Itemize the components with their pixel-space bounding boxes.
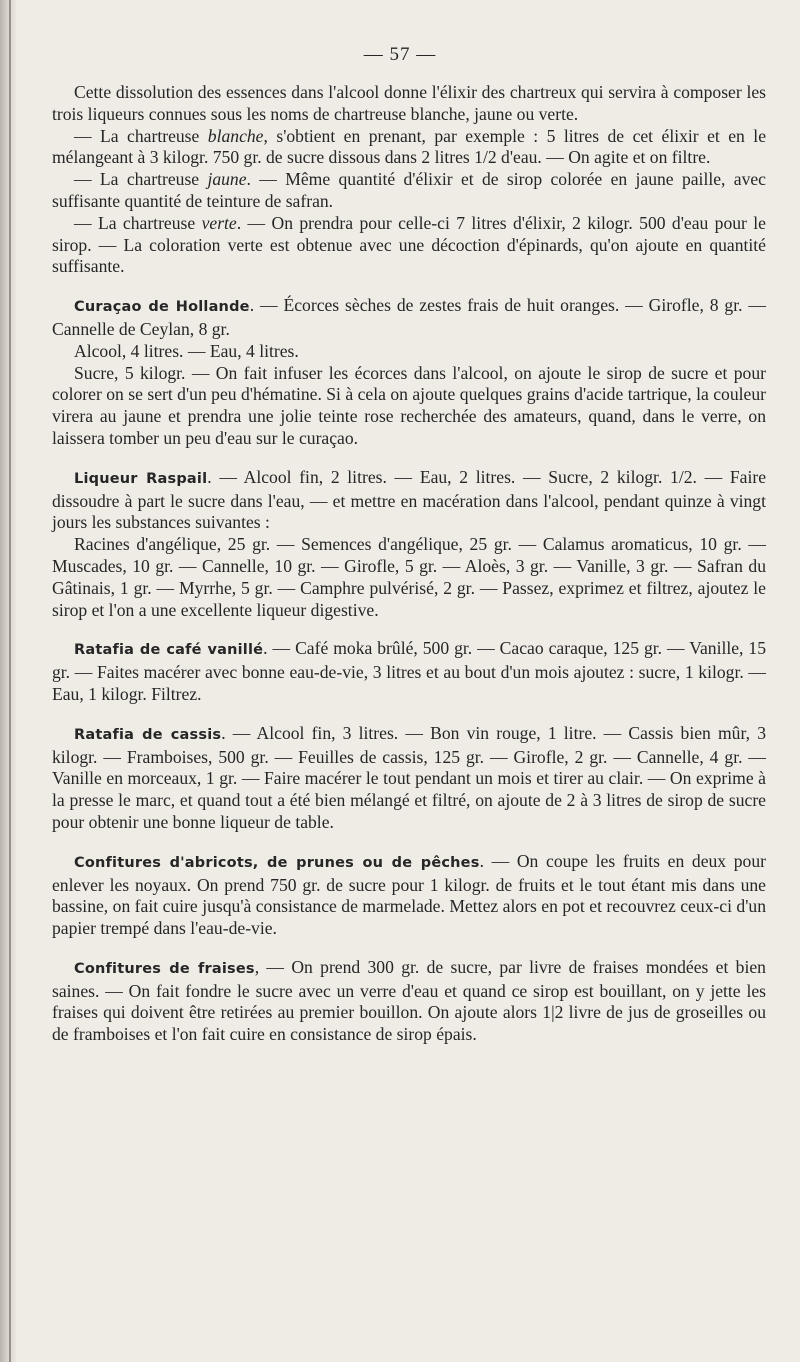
ratafia-cafe-title: Ratafia de café vanillé bbox=[74, 642, 264, 659]
section-gap bbox=[52, 278, 766, 295]
ratafia-cassis-recipe bbox=[52, 723, 766, 834]
confitures-abricots-title: Confitures d'abricots, de prunes ou de pêches bbox=[74, 854, 480, 871]
section-gap bbox=[52, 706, 766, 723]
chartreuse-verte bbox=[52, 213, 766, 278]
chartreuse-verte-post: . — On prendra pour celle-ci 7 litres d'élixir, 2 kilogr. 500 d'eau pour le sirop. — La coloration verte est obtenue avec une décoction d'épinards, qu'on ajoute en quantité suffisante. bbox=[52, 212, 766, 277]
ratafia-cassis-title: Ratafia de cassis bbox=[74, 726, 222, 743]
curacao-line2: Alcool, 4 litres. — Eau, 4 litres. bbox=[74, 340, 299, 361]
chartreuse-blanche-pre: — La chartreuse bbox=[74, 125, 208, 146]
chartreuse-jaune-pre: — La chartreuse bbox=[74, 169, 208, 190]
section-gap bbox=[52, 450, 766, 467]
chartreuse-blanche-post: , s'obtient en prenant, par exemple : 5 litres de cet élixir et en le mélangeant à 3 kilogr. 750 gr. de sucre dissous dans 2 litres 1/2 d'eau. — On agite et on filtre. bbox=[52, 125, 767, 168]
raspail-title: Liqueur Raspail bbox=[74, 470, 208, 487]
confitures-fraises-recipe bbox=[52, 957, 766, 1046]
ratafia-cassis-text: . — Alcool fin, 3 litres. — Bon vin rouge, 1 litre. — Cassis bien mûr, 3 kilogr. — Framboises, 500 gr. — Feuilles de cassis, 125 gr. — Girofle, 2 gr. — Cannelle, 4 gr. — Vanille en morceaux, 1 gr. — Faire macérer le tout pendant un mois et tirer au clair. — On exprime à la presse le marc, et quand tout a été bien mélangé et filtré, on ajoute de 2 à 3 litres de sirop de sucre pour obtenir une bonne liqueur de table. bbox=[52, 722, 766, 832]
section-gap bbox=[52, 940, 766, 957]
confitures-fraises-text: , — On prend 300 gr. de sucre, par livre de fraises mondées et bien saines. — On fait fondre le sucre avec un verre d'eau et quand ce sirop est bouillant, on y jette les fraises qui doivent être retirées au premier bouillon. On ajoute alors 1|2 livre de jus de groseilles ou de framboises et l'on fait cuire en consistance de sirop épais. bbox=[52, 956, 766, 1045]
raspail-recipe bbox=[52, 467, 766, 534]
chartreuse-jaune-post: . — Même quantité d'élixir et de sirop colorée en jaune paille, avec suffisante quantité de teinture de safran. bbox=[52, 169, 766, 211]
ratafia-cafe-text: . — Café moka brûlé, 500 gr. — Cacao caraque, 125 gr. — Vanille, 15 gr. — Faites macérer avec bonne eau-de-vie, 3 litres et au bout d'un mois ajoutez : sucre, 1 kilogr. — Eau, 1 kilogr. Filtrez. bbox=[52, 638, 766, 704]
curacao-line3: Sucre, 5 kilogr. — On fait infuser les écorces dans l'alcool, on ajoute le sirop de sucre et pour colorer on se sert d'un peu d'hématine. Si à cela on ajoute quelques grains d'acide tartrique, la couleur virera au jaune et prendra une jolie teinte rose recherchée des amateurs, quand, dans le verre, on laissera tomber un peu d'eau sur le curaçao. bbox=[52, 362, 766, 448]
page-number: — 57 — bbox=[363, 44, 437, 65]
chartreuse-jaune-em: jaune bbox=[207, 169, 247, 190]
chartreuse-jaune bbox=[52, 169, 766, 213]
chartreuse-intro: Cette dissolution des essences dans l'alcool donne l'élixir des chartreux qui servira à composer les trois liqueurs connues sous les noms de chartreuse blanche, jaune ou verte. bbox=[52, 82, 766, 124]
chartreuse-verte-em: verte bbox=[201, 212, 237, 233]
confitures-abricots-recipe bbox=[52, 851, 766, 940]
curacao-recipe bbox=[52, 295, 766, 341]
chartreuse-verte-pre: — La chartreuse bbox=[74, 212, 202, 233]
chartreuse-blanche-em: blanche bbox=[207, 125, 264, 146]
section-gap bbox=[52, 834, 766, 851]
page-binding-shadow bbox=[0, 0, 16, 1362]
curacao-title: Curaçao de Hollande bbox=[74, 299, 250, 316]
chartreuse-blanche bbox=[52, 126, 766, 170]
raspail-line1: . — Alcool fin, 2 litres. — Eau, 2 litres. — Sucre, 2 kilogr. 1/2. — Faire dissoudre à part le sucre dans l'eau, — et mettre en macération dans l'alcool, pendant quinze à vingt jours les substances suivantes : bbox=[52, 466, 767, 533]
ratafia-cafe-recipe bbox=[52, 638, 766, 705]
raspail-line2: Racines d'angélique, 25 gr. — Semences d'angélique, 25 gr. — Calamus aromaticus, 10 gr. — Muscades, 10 gr. — Cannelle, 10 gr. — Girofle, 5 gr. — Aloès, 3 gr. — Vanille, 3 gr. — Safran du Gâtinais, 1 gr. — Myrrhe, 5 gr. — Camphre pulvérisé, 2 gr. — Passez, exprimez et filtrez, ajoutez le sirop et l'on a une excellente liqueur digestive. bbox=[52, 534, 766, 620]
section-gap bbox=[52, 621, 766, 638]
curacao-line1: . — Écorces sèches de zestes frais de huit oranges. — Girofle, 8 gr. — Cannelle de Ceylan, 8 gr. bbox=[52, 295, 766, 339]
confitures-fraises-title: Confitures de fraises bbox=[74, 960, 255, 977]
binding-edge-line bbox=[9, 0, 11, 1362]
confitures-abricots-text: . — On coupe les fruits en deux pour enlever les noyaux. On prend 750 gr. de sucre pour 1 kilogr. de fruits et le tout étant mis dans une bassine, on fait cuire jusqu'à consistance de marmelade. Mettez alors en pot et recouvrez ceux-ci d'un papier trempé dans l'eau-de-vie. bbox=[52, 850, 766, 939]
page-body bbox=[52, 82, 766, 1046]
